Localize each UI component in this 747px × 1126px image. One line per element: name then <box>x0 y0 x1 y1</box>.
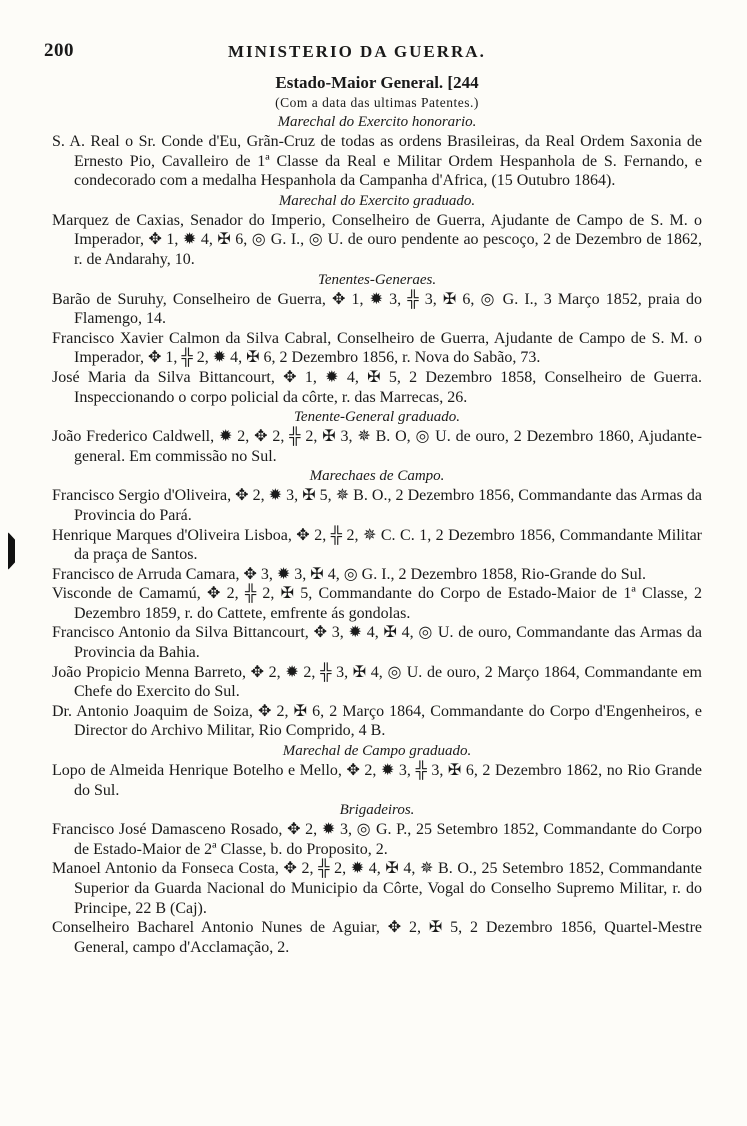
page-header-title: MINISTERIO DA GUERRA. <box>228 42 486 61</box>
document-body <box>52 72 702 957</box>
roster-entry: Henrique Marques d'Oliveira Lisboa, ✥ 2, ╬ 2, ✵ C. C. 1, 2 Dezembro 1856, Commandante Militar da praça de Santos. <box>52 526 702 564</box>
roster-entry: Barão de Suruhy, Conselheiro de Guerra, ✥ 1, ✹ 3, ╬ 3, ✠ 6, ◎ G. I., 3 Março 1852, praia do Flamengo, 14. <box>52 290 702 328</box>
section-title: Brigadeiros. <box>339 802 415 819</box>
roster-entry: Lopo de Almeida Henrique Botelho e Mello, ✥ 2, ✹ 3, ╬ 3, ✠ 6, 2 Dezembro 1862, no Rio Grande do Sul. <box>52 762 702 799</box>
running-head <box>0 40 747 70</box>
roster-entry: Conselheiro Bacharel Antonio Nunes de Aguiar, ✥ 2, ✠ 5, 2 Dezembro 1856, Quartel-Mestre General, campo d'Acclamação, 2. <box>52 919 702 956</box>
section-title: Tenentes-Generaes. <box>317 271 437 288</box>
main-heading: Estado-Maior General. [244 <box>275 73 479 92</box>
page-number: 200 <box>44 40 74 61</box>
roster-entry: S. A. Real o Sr. Conde d'Eu, Grãn-Cruz de todas as ordens Brasileiras, da Real Ordem Saxonia de Ernesto Pio, Cavalleiro de 1ª Classe da Real e Militar Ordem Hespanhola de S. Fernando, e condecorado com a medalha Hespanhola da Campanha d'Africa, (15 Outubro 1864). <box>52 133 702 190</box>
section-title: Marechal de Campo graduado. <box>282 743 472 760</box>
roster-entry: José Maria da Silva Bittancourt, ✥ 1, ✹ 4, ✠ 5, 2 Dezembro 1858, Conselheiro de Guerra. Inspeccionando o corpo policial da côrte, r. das Marrecas, 26. <box>52 368 702 406</box>
roster-entry: Francisco Xavier Calmon da Silva Cabral, Conselheiro de Guerra, Ajudante de Campo de S. M. o Imperador, ✥ 1, ╬ 2, ✹ 4, ✠ 6, 2 Dezembro 1856, r. Nova do Sabão, 73. <box>52 329 702 367</box>
roster-entry: João Propicio Menna Barreto, ✥ 2, ✹ 2, ╬ 3, ✠ 4, ◎ U. de ouro, 2 Março 1864, Commandante em Chefe do Exercito do Sul. <box>52 663 702 701</box>
roster-entry: Visconde de Camamú, ✥ 2, ╬ 2, ✠ 5, Commandante do Corpo de Estado-Maior de 1ª Classe, 2 Dezembro 1859, r. do Cattete, emfrente ás gondolas. <box>52 585 702 622</box>
roster-entry: Marquez de Caxias, Senador do Imperio, Conselheiro de Guerra, Ajudante de Campo de S. M. o Imperador, ✥ 1, ✹ 4, ✠ 6, ◎ G. I., ◎ U. de ouro pendente ao pescoço, 2 de Dezembro de 1862, r. de Andarahy, 10. <box>52 211 702 268</box>
section-title: Tenente-General graduado. <box>293 409 461 426</box>
margin-mark <box>8 532 15 570</box>
section-title: Marechal do Exercito graduado. <box>278 192 476 209</box>
roster-entry: Francisco Antonio da Silva Bittancourt, ✥ 3, ✹ 4, ✠ 4, ◎ U. de ouro, Commandante das Armas da Provincia da Bahia. <box>52 624 702 662</box>
section-title: Marechaes de Campo. <box>309 468 445 485</box>
roster-entry: Dr. Antonio Joaquim de Soiza, ✥ 2, ✠ 6, 2 Março 1864, Commandante do Corpo d'Engenheiros, e Director do Archivo Militar, Rio Comprido, 4 B. <box>52 702 702 740</box>
roster-entry: Francisco de Arruda Camara, ✥ 3, ✹ 3, ✠ 4, ◎ G. I., 2 Dezembro 1858, Rio-Grande do Sul. <box>52 565 647 583</box>
roster-entry: Francisco José Damasceno Rosado, ✥ 2, ✹ 3, ◎ G. P., 25 Setembro 1852, Commandante do Corpo de Estado-Maior de 2ª Classe, b. do Proposito, 2. <box>52 821 702 858</box>
roster-entry: João Frederico Caldwell, ✹ 2, ✥ 2, ╬ 2, ✠ 3, ✵ B. O, ◎ U. de ouro, 2 Dezembro 1860, Ajudante-general. Em commissão no Sul. <box>52 428 702 465</box>
roster-entry: Manoel Antonio da Fonseca Costa, ✥ 2, ╬ 2, ✹ 4, ✠ 4, ✵ B. O., 25 Setembro 1852, Commandante Superior da Guarda Nacional do Municipio da Côrte, Vogal do Conselho Supremo Militar, r. do Principe, 22 B (Caj). <box>52 860 702 917</box>
section-title: Marechal do Exercito honorario. <box>277 114 477 130</box>
subheading: (Com a data das ultimas Patentes.) <box>275 95 479 110</box>
roster-entry: Francisco Sergio d'Oliveira, ✥ 2, ✹ 3, ✠ 5, ✵ B. O., 2 Dezembro 1856, Commandante das Armas da Provincia do Pará. <box>52 487 702 524</box>
